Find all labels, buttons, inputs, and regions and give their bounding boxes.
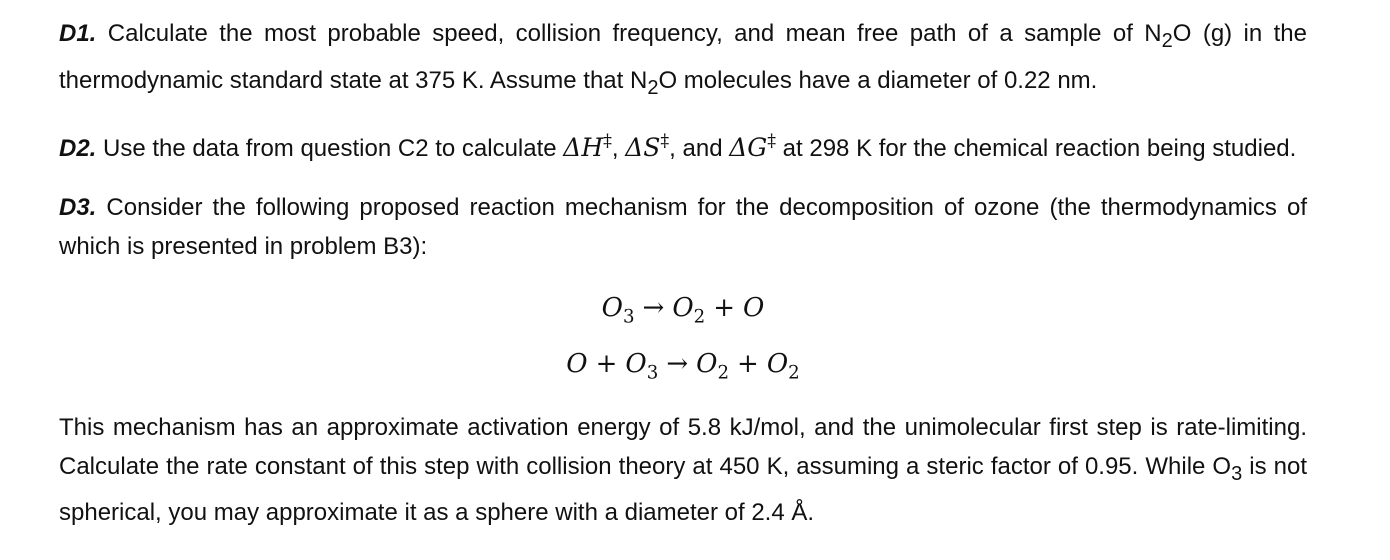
problem-d2-text-a: Use the data from question C2 to calculate xyxy=(96,134,564,162)
problem-d3 xyxy=(59,188,1307,266)
problem-d3-text: Consider the following proposed reaction mechanism for the decomposition of ozone (the thermodynamics of which is presented in problem B3): xyxy=(59,193,1307,260)
n2o-subscript: 2 xyxy=(1161,29,1173,52)
problem-sheet xyxy=(59,14,1307,532)
problem-d1-text-a: Calculate the most probable speed, collision frequency, and mean free path of a sample of N xyxy=(96,20,1162,47)
problem-d1 xyxy=(59,14,1307,108)
problem-d3-label: D3. xyxy=(59,193,97,221)
and-separator: , and xyxy=(669,134,730,162)
plus-sign: + xyxy=(737,348,759,379)
problem-d3-cont-a: This mechanism has an approximate activation energy of 5.8 kJ/mol, and the unimolecular first step is rate-limiting. Calculate the rate constant of this step with collision theory at 450 K, assuming a steric factor of 0.95. While O xyxy=(59,413,1307,480)
delta-g-activation: ΔG‡ xyxy=(729,130,776,162)
plus-sign: + xyxy=(713,292,736,323)
problem-d2-text-b: at 298 K for the chemical reaction being studied. xyxy=(776,134,1297,162)
reaction-mechanism xyxy=(59,280,1307,392)
problem-d1-text-b: O (g) in the thermodynamic standard state at 375 K. Assume that N xyxy=(59,20,1308,94)
problem-d1-text-c: O molecules have a diameter of 0.22 nm. xyxy=(658,66,1098,94)
o3-subscript: 3 xyxy=(1231,462,1243,485)
problem-d2-label: D2. xyxy=(59,134,97,162)
delta-s-activation: ΔS‡ xyxy=(625,130,670,162)
n2o-subscript: 2 xyxy=(647,76,659,99)
plus-sign: + xyxy=(595,348,618,379)
mechanism-step-2: $O + O_3 \to O_2 + O_2$ xyxy=(566,348,800,383)
reaction-arrow: → xyxy=(642,292,665,323)
problem-d3-continuation xyxy=(59,408,1307,533)
delta-h-activation: ΔH‡ xyxy=(563,130,612,162)
reaction-arrow: → xyxy=(666,348,689,379)
mechanism-step-1: $O_3 \to O_2 + O$ xyxy=(601,292,765,327)
problem-d3-cont-b: is not spherical, you may approximate it as a sphere with a diameter of 2.4 Å. xyxy=(59,452,1308,527)
problem-d1-label: D1. xyxy=(59,20,97,47)
problem-d2 xyxy=(59,128,1307,168)
comma-separator: , xyxy=(611,134,626,162)
